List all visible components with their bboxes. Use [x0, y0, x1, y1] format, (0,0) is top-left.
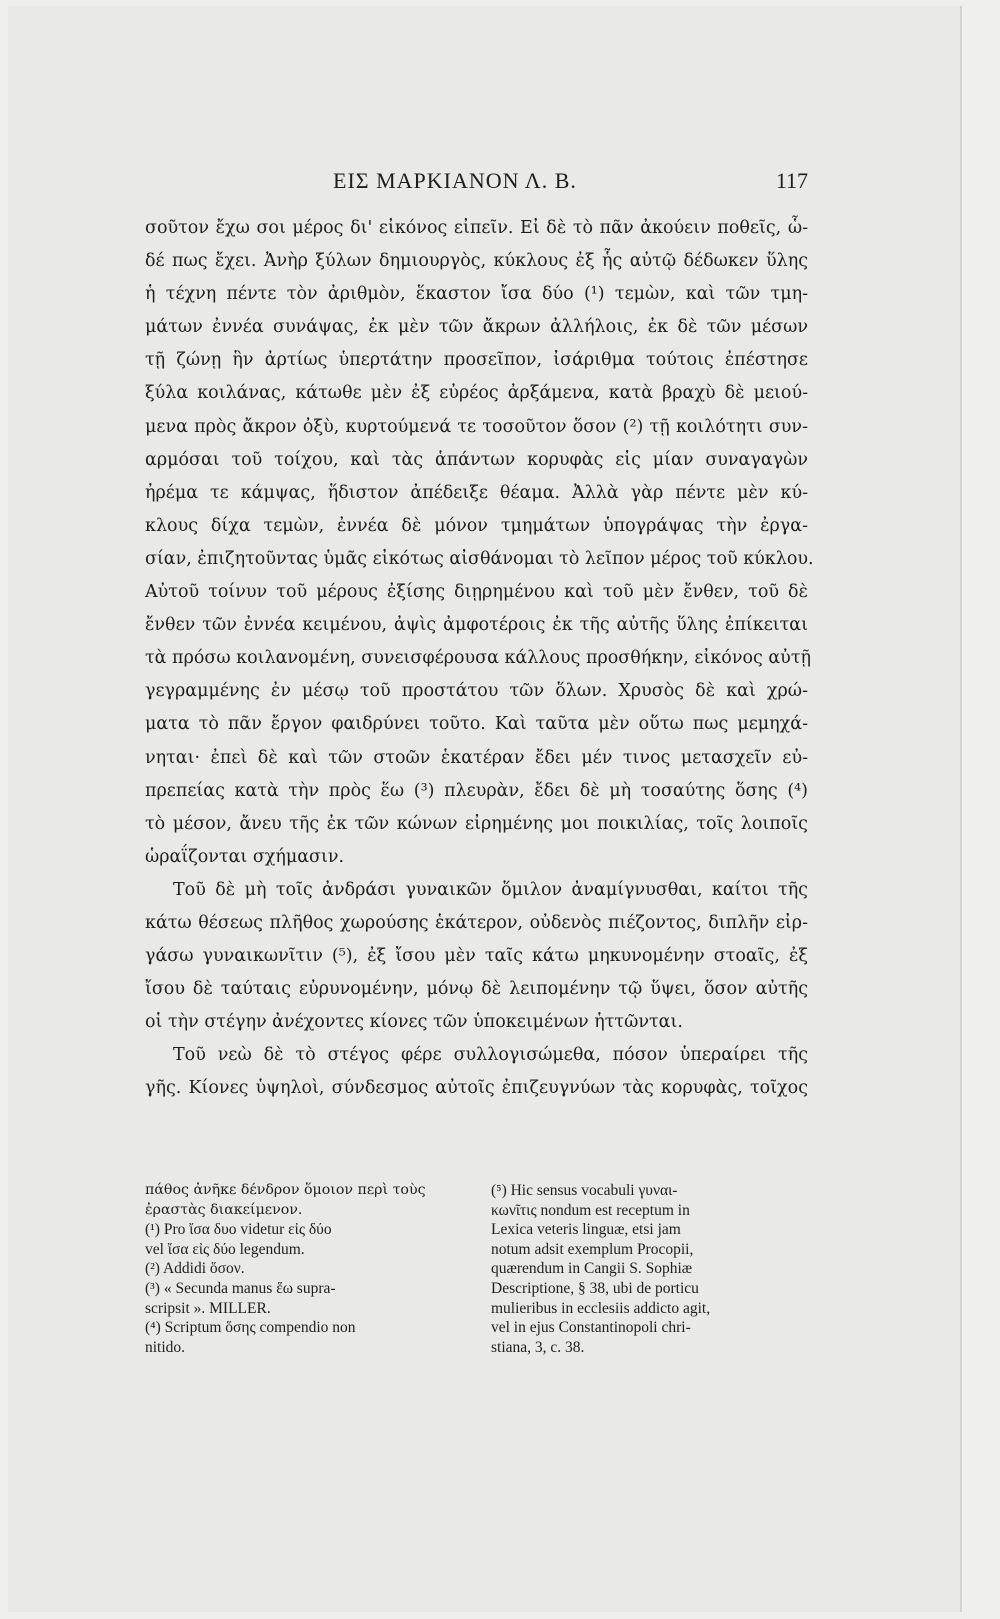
text-line: πρεπείας κατὰ τὴν πρὸς ἕω (³) πλευρὰν, ἔδει δὲ μὴ τοσαύτης ὅσης (⁴)	[145, 780, 808, 801]
text-line: Τοῦ νεὼ δὲ τὸ στέγος φέρε συλλογισώμεθα, πόσον ὑπεραίρει τῆς	[173, 1045, 808, 1066]
footnotes-left-column	[145, 1181, 469, 1357]
footnote-line: vel ἴσα εἰς δύο legendum.	[145, 1240, 305, 1258]
text-line: γεγραμμένης ἐν μέσῳ τοῦ προστάτου τῶν ὅλων. Χρυσὸς δὲ καὶ χρώ-	[145, 681, 808, 702]
text-line: τὰ πρόσω κοιλανομένη, συνεισφέρουσα κάλλους προσθήκην, εἰκόνος αὐτῇ	[145, 648, 811, 669]
footnote-line: (⁵) Hic sensus vocabuli γυναι-	[491, 1182, 678, 1199]
text-line: μενα πρὸς ἄκρον ὀξὺ, κυρτούμενά τε τοσοῦτον ὅσον (²) τῇ κοιλότητι συν-	[145, 416, 808, 437]
footnote-line: nitido.	[145, 1338, 186, 1356]
footnote-line: (²) Addidi ὅσον.	[145, 1260, 245, 1278]
text-line: ἔνθεν τῶν ἐννέα κειμένου, ἀψὶς ἀμφοτέροις ἐκ τῆς αὐτῆς ὕλης ἐπίκειται	[145, 615, 808, 636]
book-page	[8, 6, 962, 1612]
page-number: 117	[775, 168, 808, 193]
text-line: ξύλα κοιλάνας, κάτωθε μὲν ἐξ εὐρέος ἀρξάμενα, κατὰ βραχὺ δὲ μειού-	[145, 383, 808, 404]
text-line: κάτω θέσεως πλῆθος χωρούσης ἑκάτερον, οὐδενὸς πιέζοντος, διπλῆν εἰρ-	[145, 912, 808, 933]
footnote-line: Lexica veteris linguæ, etsi jam	[491, 1221, 681, 1239]
text-line: ματα τὸ πᾶν ἔργον φαιδρύνει τοῦτο. Καὶ ταῦτα μὲν οὕτω πως μεμηχά-	[145, 714, 808, 735]
footnote-line: notum adsit exemplum Procopii,	[491, 1240, 694, 1258]
text-line: οἱ τὴν στέγην ἀνέχοντες κίονες τῶν ὑποκειμένων ἡττῶνται.	[145, 1012, 683, 1033]
footnote-line: mulieribus in ecclesiis addicto agit,	[491, 1299, 711, 1317]
text-line: γῆς. Κίονες ὑψηλοὶ, σύνδεσμος αὐτοῖς ἐπιζευγνύων τὰς κορυφὰς, τοῖχος	[145, 1078, 808, 1099]
footnotes-right-column	[491, 1181, 815, 1357]
text-line: αρμόσαι τοῦ τοίχου, καὶ τὰς ἁπάντων κορυφὰς εἰς μίαν συναγαγὼν	[145, 449, 808, 470]
footnote-line: vel in ejus Constantinopoli chri-	[491, 1319, 691, 1337]
footnote-line: stiana, 3, c. 38.	[491, 1338, 585, 1356]
text-line: τῇ ζώνῃ ἣν ἀρτίως ὑπερτάτην προσεῖπον, ἰσάριθμα τούτοις ἐπέστησε	[145, 350, 808, 371]
main-text	[145, 212, 814, 1106]
text-line: κλους δίχα τεμὼν, ἐννέα δὲ μόνον τμημάτων ὑπογράψας τὴν ἐργα-	[145, 515, 808, 536]
footnote-line: πάθος ἀνῆκε δένδρον ὅμοιον περὶ τοὺς	[145, 1182, 426, 1198]
text-line: Αὐτοῦ τοίνυν τοῦ μέρους ἐξίσης διῃρημένου καὶ τοῦ μὲν ἔνθεν, τοῦ δὲ	[145, 582, 808, 603]
text-line: γάσω γυναικωνῖτιν (⁵), ἐξ ἴσου μὲν ταῖς κάτω μηκυνομένην στοαῖς, ἐξ	[145, 946, 808, 967]
text-line: ἠρέμα τε κάμψας, ἥδιστον ἀπέδειξε θέαμα. Ἀλλὰ γὰρ πέντε μὲν κύ-	[145, 482, 808, 503]
running-title: ΕΙΣ ΜΑΡΚΙΑΝΟΝ Λ. Β.	[333, 168, 577, 193]
footnote-line: quærendum in Cangii S. Sophiæ	[491, 1260, 693, 1278]
text-line: ἡ τέχνη πέντε τὸν ἀριθμὸν, ἕκαστον ἴσα δύο (¹) τεμὼν, καὶ τῶν τμη-	[145, 284, 808, 305]
text-line: σίαν, ἐπιζητοῦντας ὑμᾶς εἰκότως αἰσθάνομαι τὸ λεῖπον μέρος τοῦ κύκλου.	[145, 548, 814, 569]
text-line: μάτων ἐννέα συνάψας, ἐκ μὲν τῶν ἄκρων ἀλλήλοις, ἐκ δὲ τῶν μέσων	[145, 317, 808, 338]
text-line: Τοῦ δὲ μὴ τοῖς ἀνδράσι γυναικῶν ὅμιλον ἀναμίγνυσθαι, καίτοι τῆς	[173, 879, 808, 900]
footnote-line: scripsit ». MILLER.	[145, 1299, 271, 1317]
page-header	[8, 168, 808, 198]
footnote-line: ἐραστὰς διακείμενον.	[145, 1201, 303, 1218]
text-line: νηται· ἐπεὶ δὲ καὶ τῶν στοῶν ἑκατέραν ἔδει μέν τινος μετασχεῖν εὐ-	[145, 747, 808, 768]
footnote-line: (¹) Pro ἴσα δυο videtur εἰς δύο	[145, 1221, 332, 1239]
text-line: σοῦτον ἔχω σοι μέρος δι' εἰκόνος εἰπεῖν. Εἰ δὲ τὸ πᾶν ἀκούειν ποθεῖς, ὧ-	[145, 218, 808, 238]
footnote-line: (³) « Secunda manus ἕω supra-	[145, 1279, 336, 1297]
text-line: ἴσου δὲ ταύταις εὐρυνομένην, μόνῳ δὲ λειπομένην τῷ ὕψει, ὅσον αὐτῆς	[145, 979, 808, 1000]
footnote-line: Descriptione, § 38, ubi de porticu	[491, 1279, 699, 1297]
text-line: ὡραΐζονται σχήμασιν.	[145, 846, 345, 867]
footnote-line: κωνῖτις nondum est receptum in	[491, 1201, 690, 1219]
footnote-line: (⁴) Scriptum ὅσης compendio non	[145, 1319, 356, 1337]
text-line: δέ πως ἔχει. Ἀνὴρ ξύλων δημιουργὸς, κύκλους ἐξ ἧς αὐτῷ δέδωκεν ὕλης	[145, 251, 808, 272]
text-line: τὸ μέσον, ἄνευ τῆς ἐκ τῶν κώνων εἰρημένης μοι ποικιλίας, τοῖς λοιποῖς	[145, 813, 808, 834]
